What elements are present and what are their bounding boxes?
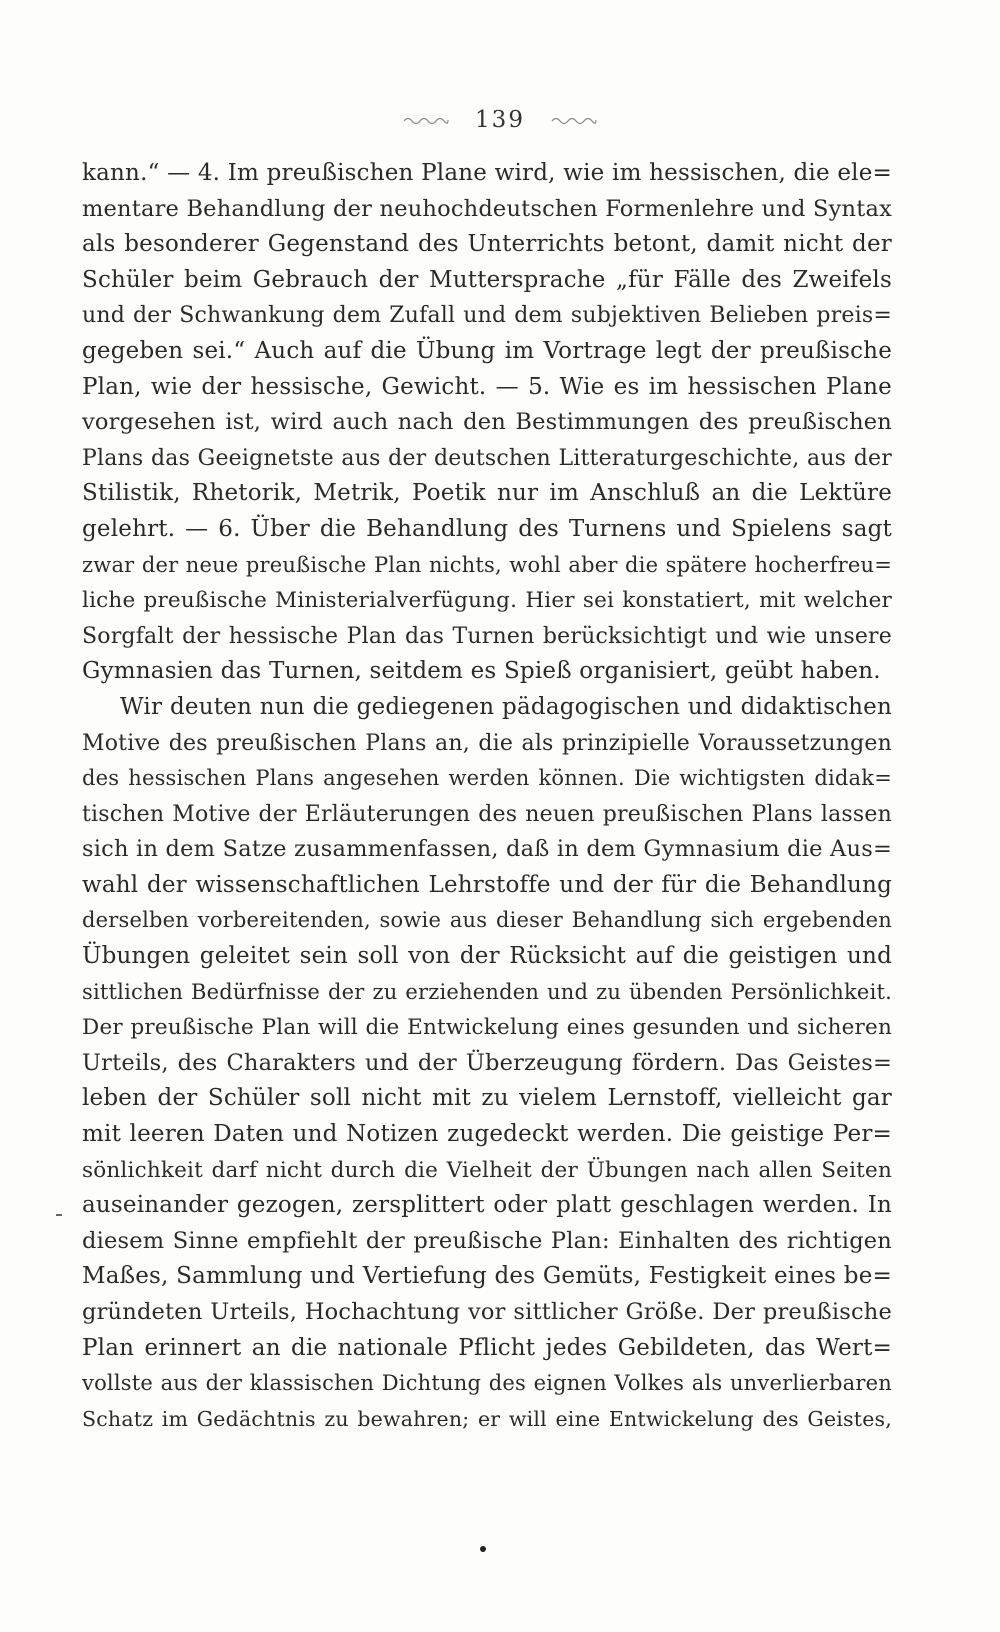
text-line: vollste aus der klassischen Dichtung des eignen Volkes als unverlierbaren — [82, 1371, 892, 1396]
text-line: liche preußische Ministerialverfügung. Hier sei konstatiert, mit welcher — [82, 588, 892, 614]
text-line: Maßes, Sammlung und Vertiefung des Gemüts, Festigkeit eines be= — [82, 1263, 892, 1290]
text-line: Plan erinnert an die nationale Pflicht jedes Gebildeten, das Wert= — [82, 1334, 892, 1361]
text-line: kann.“ — 4. Im preußischen Plane wird, wie im hessischen, die ele= — [82, 160, 892, 186]
right-ornament-icon — [551, 114, 597, 126]
text-line: zwar der neue preußische Plan nichts, wohl aber die spätere hocherfreu= — [82, 552, 892, 577]
text-line: Motive des preußischen Plans an, die als prinzipielle Voraussetzungen — [82, 730, 892, 756]
text-line: sönlichkeit darf nicht durch die Vielheit der Übungen nach allen Seiten — [82, 1157, 892, 1183]
text-line: Schatz im Gedächtnis zu bewahren; er will eine Entwickelung des Geistes, — [82, 1406, 892, 1431]
text-line: Schüler beim Gebrauch der Muttersprache „für Fälle des Zweifels — [82, 266, 892, 293]
text-line: tischen Motive der Erläuterungen des neuen preußischen Plans lassen — [82, 801, 892, 827]
text-line: sittlichen Bedürfnisse der zu erziehenden und zu übenden Persönlichkeit. — [82, 979, 892, 1004]
text-line: mit leeren Daten und Notizen zugedeckt werden. Die geistige Per= — [82, 1121, 892, 1148]
text-line: gelehrt. — 6. Über die Behandlung des Turnens und Spielens sagt — [82, 515, 892, 542]
text-line: diesem Sinne empfiehlt der preußische Plan: Einhalten des richtigen — [82, 1227, 892, 1254]
text-line: Urteils, des Charakters und der Überzeugung fördern. Das Geistes= — [82, 1049, 892, 1076]
text-line: Übungen geleitet sein soll von der Rücksicht auf die geistigen und — [82, 943, 892, 970]
text-line: derselben vorbereitenden, sowie aus dieser Behandlung sich ergebenden — [82, 908, 892, 933]
footer-dot — [480, 1546, 486, 1552]
text-line: Plan, wie der hessische, Gewicht. — 5. Wie es im hessischen Plane — [82, 373, 892, 400]
text-line: Der preußische Plan will die Entwickelung eines gesunden und sicheren — [82, 1015, 892, 1041]
text-line: des hessischen Plans angesehen werden können. Die wichtigsten didak= — [82, 766, 892, 791]
margin-mark — [56, 1214, 62, 1216]
page-number: 139 — [475, 107, 525, 133]
text-line: Sorgfalt der hessische Plan das Turnen berücksichtigt und wie unsere — [82, 623, 892, 649]
text-line: wahl der wissenschaftlichen Lehrstoffe und der für die Behandlung — [82, 871, 892, 898]
text-line: leben der Schüler soll nicht mit zu vielem Lernstoff, vielleicht gar — [82, 1085, 892, 1112]
text-line: mentare Behandlung der neuhochdeutschen Formenlehre und Syntax — [82, 195, 892, 222]
text-line: und der Schwankung dem Zufall und dem subjektiven Belieben preis= — [82, 303, 892, 329]
text-line: Wir deuten nun die gediegenen pädagogischen und didaktischen — [120, 693, 892, 720]
text-line: sich in dem Satze zusammenfassen, daß in dem Gymnasium die Aus= — [82, 836, 892, 863]
page-header — [0, 100, 1000, 140]
text-line: Gymnasien das Turnen, seitdem es Spieß organisiert, geübt haben. — [82, 658, 881, 685]
text-line: Stilistik, Rhetorik, Metrik, Poetik nur im Anschluß an die Lektüre — [82, 480, 892, 507]
text-line: vorgesehen ist, wird auch nach den Bestimmungen des preußischen — [82, 409, 892, 436]
body-text — [82, 156, 892, 1437]
text-line: auseinander gezogen, zersplittert oder platt geschlagen werden. In — [82, 1192, 892, 1219]
text-line: als besonderer Gegenstand des Unterrichts betont, damit nicht der — [82, 231, 892, 258]
text-line: gründeten Urteils, Hochachtung vor sittlicher Größe. Der preußische — [82, 1299, 892, 1325]
left-ornament-icon — [403, 114, 449, 126]
text-line: gegeben sei.“ Auch auf die Übung im Vortrage legt der preußische — [82, 337, 892, 364]
text-line: Plans das Geeignetste aus der deutschen Litteraturgeschichte, aus der — [82, 445, 892, 471]
